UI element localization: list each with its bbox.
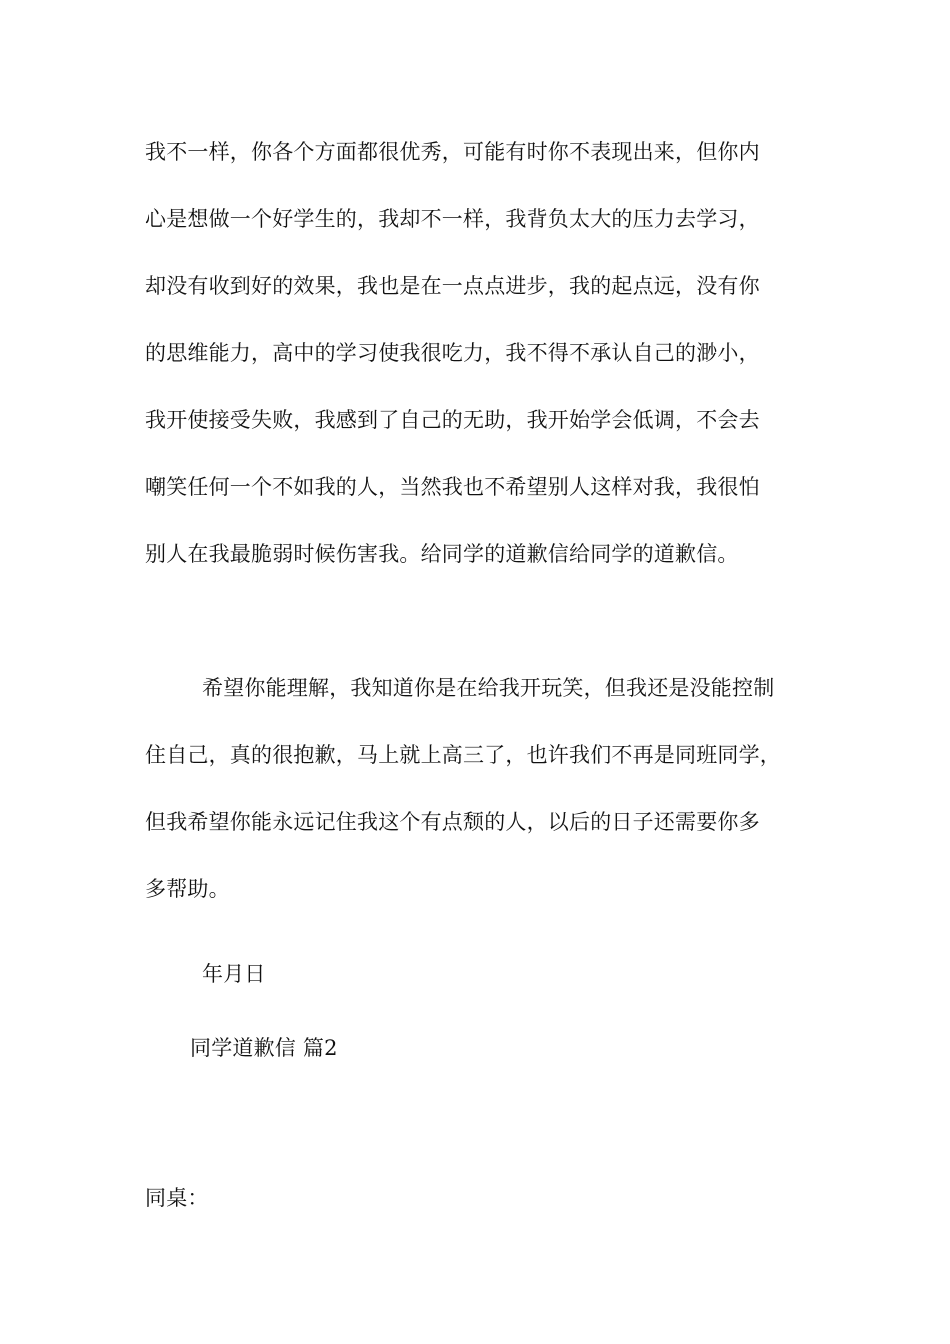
body-text-line: 希望你能理解，我知道你是在给我开玩笑，但我还是没能控制 (202, 676, 775, 700)
body-text-line: 但我希望你能永远记住我这个有点颓的人，以后的日子还需要你多 (145, 810, 760, 834)
salutation: 同桌： (145, 1186, 209, 1210)
date-line: 年月日 (202, 962, 266, 986)
section-title: 同学道歉信 篇2 (190, 1036, 338, 1060)
body-text-line: 嘲笑任何一个不如我的人，当然我也不希望别人这样对我，我很怕 (145, 475, 760, 499)
body-text-line: 心是想做一个好学生的，我却不一样，我背负太大的压力去学习， (145, 207, 760, 231)
body-text-line: 住自己，真的很抱歉，马上就上高三了，也许我们不再是同班同学， (145, 743, 781, 767)
body-text-line: 却没有收到好的效果，我也是在一点点进步，我的起点远，没有你 (145, 274, 760, 298)
body-text-line: 的思维能力，高中的学习使我很吃力，我不得不承认自己的渺小， (145, 341, 760, 365)
body-text-line: 我开使接受失败，我感到了自己的无助，我开始学会低调，不会去 (145, 408, 760, 432)
body-text-line: 多帮助。 (145, 877, 230, 901)
body-text-line: 我不一样，你各个方面都很优秀，可能有时你不表现出来，但你内 (145, 140, 760, 164)
body-text-line: 别人在我最脆弱时候伤害我。给同学的道歉信给同学的道歉信。 (145, 542, 739, 566)
